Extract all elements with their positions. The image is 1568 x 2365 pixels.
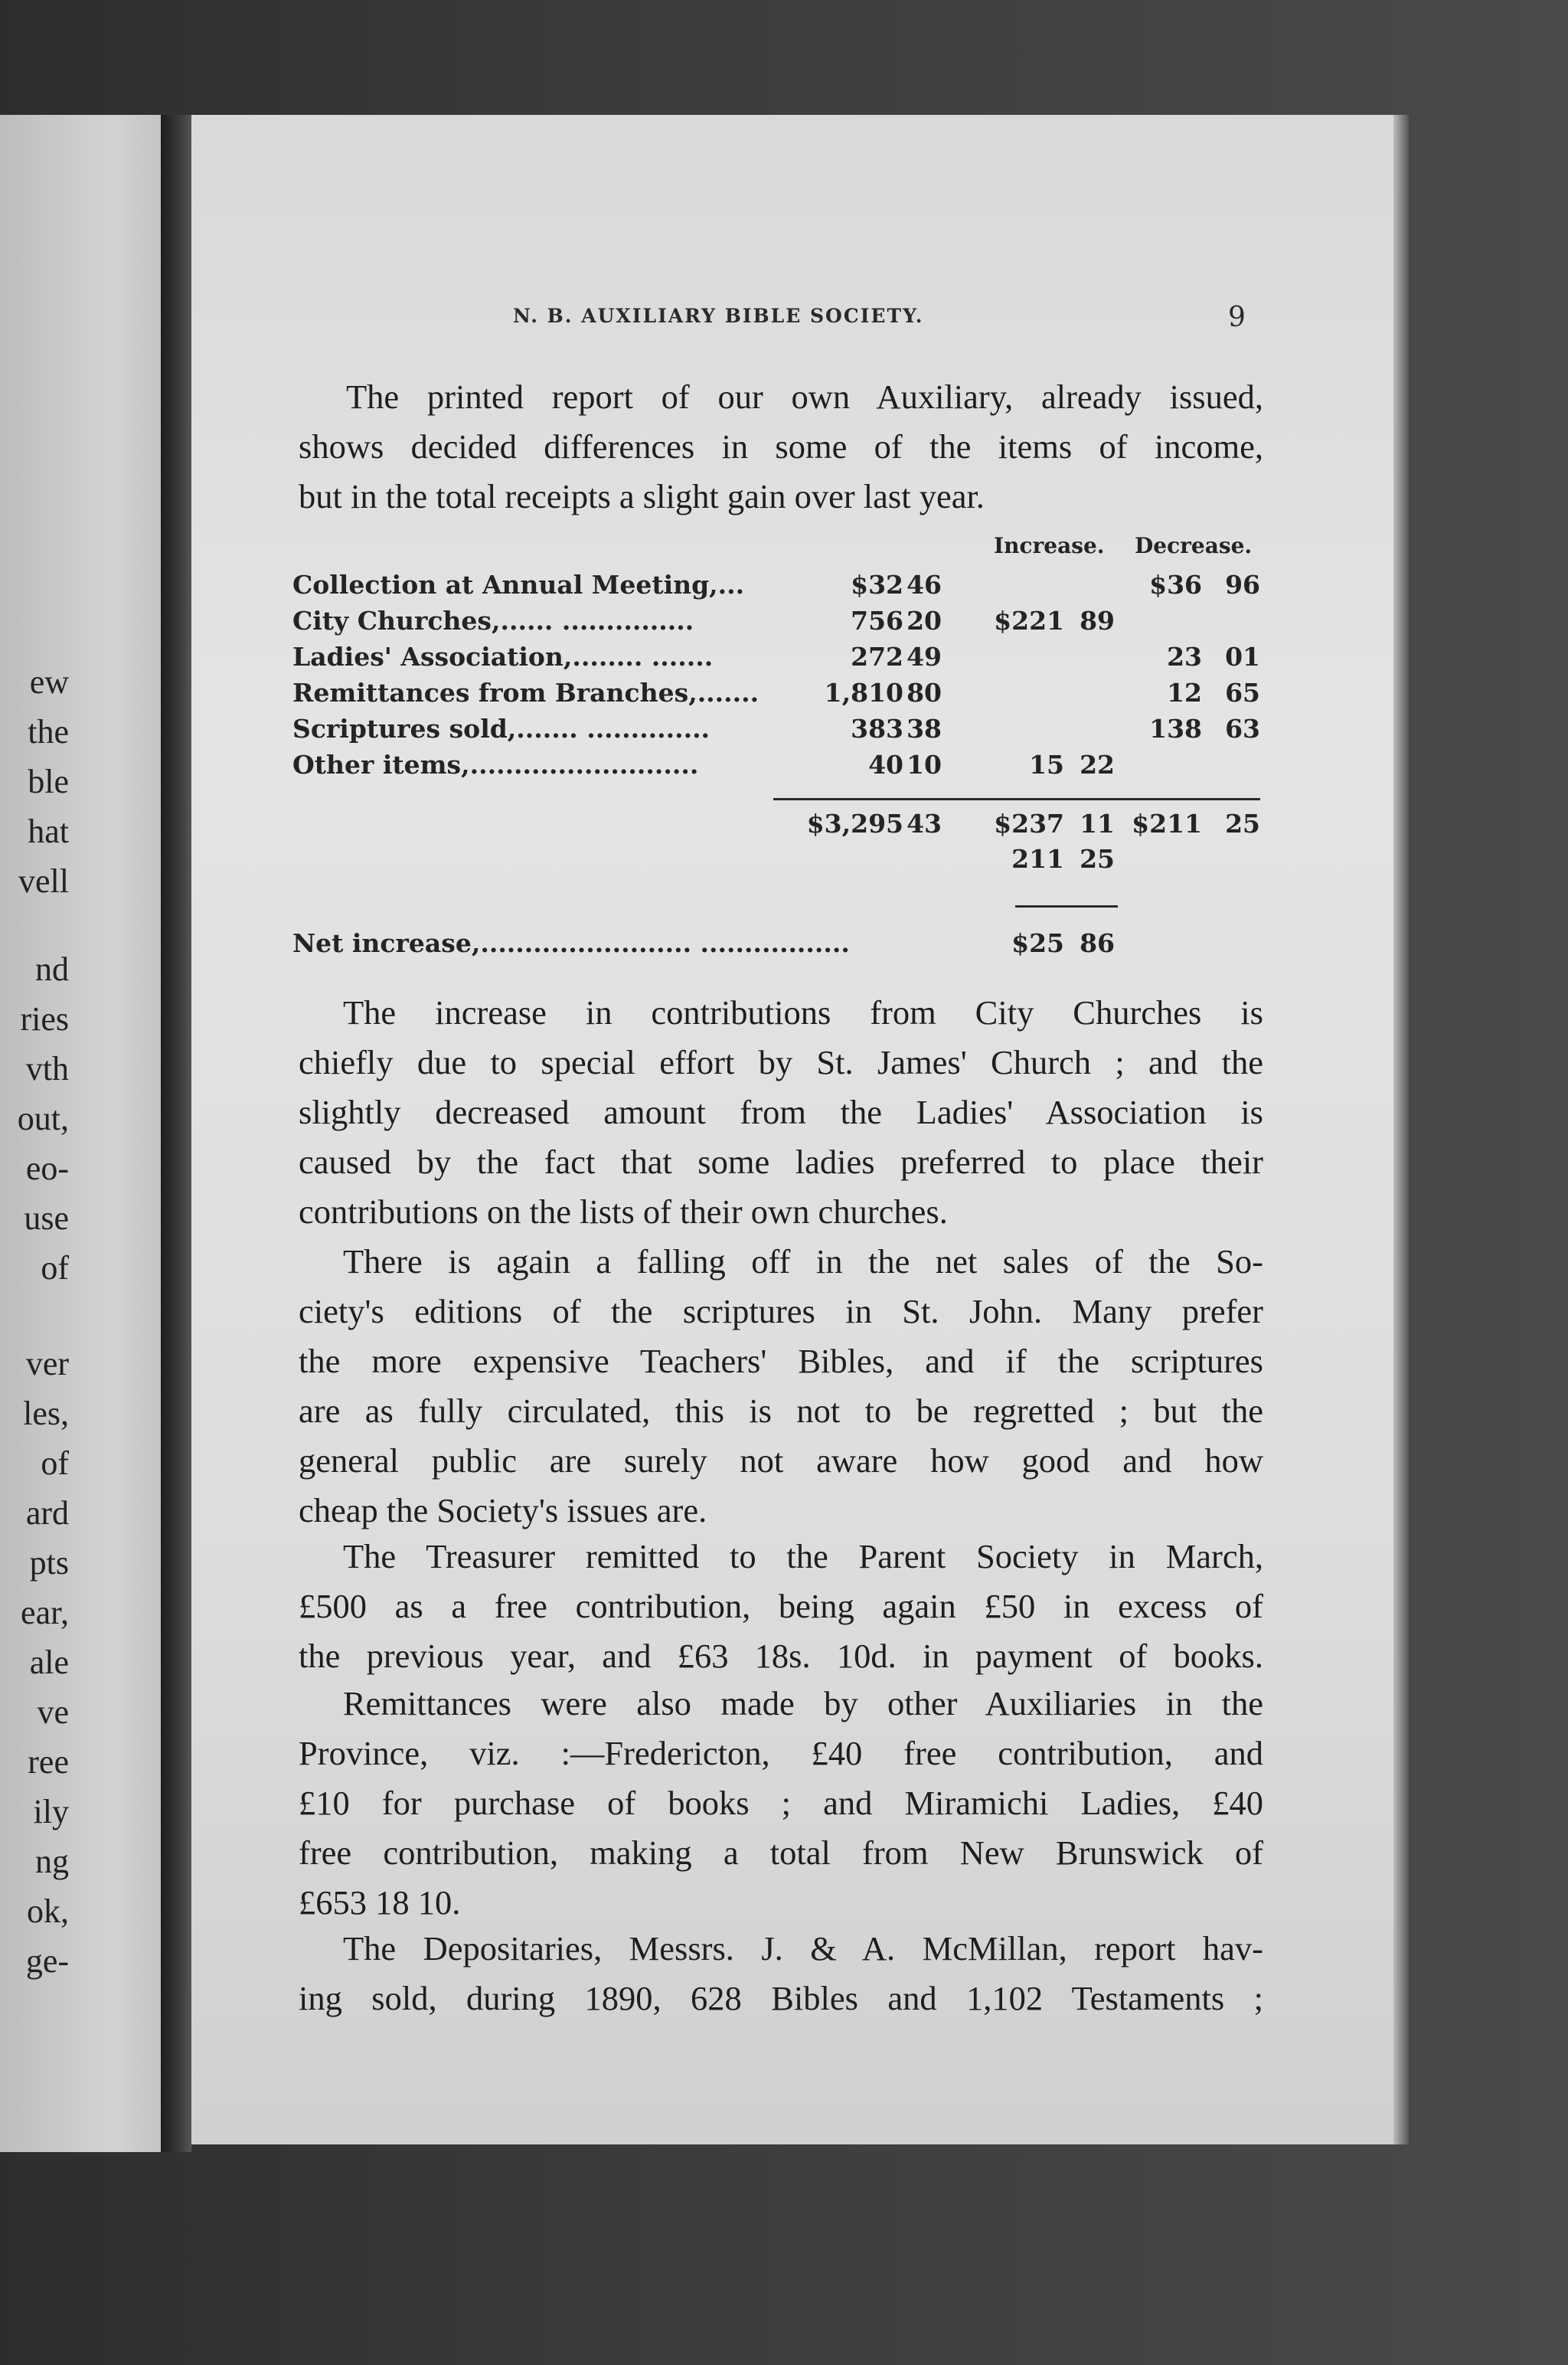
text-line: but in the total receipts a slight gain over last year. xyxy=(299,477,985,515)
left-fragment: ries xyxy=(20,1000,69,1038)
text-line: The Depositaries, Messrs. J. & A. McMillan, report hav- xyxy=(343,1929,1263,1968)
text-line: shows decided differences in some of the items of income, xyxy=(299,427,1263,466)
left-fragment: ok, xyxy=(27,1892,69,1930)
text-line: chiefly due to special effort by St. James' Church ; and the xyxy=(299,1043,1263,1081)
left-fragment: vell xyxy=(18,862,69,900)
amount-cents: 49 xyxy=(906,642,942,672)
amount-dollars: 40 xyxy=(868,750,903,780)
left-fragment: the xyxy=(28,713,69,751)
decrease-dollars: 138 xyxy=(1149,714,1202,744)
left-fragment: ge- xyxy=(25,1942,69,1980)
table-row-label: City Churches,...... ............... xyxy=(292,606,694,636)
text-line: The Treasurer remitted to the Parent Society in March, xyxy=(343,1537,1263,1575)
table-row-label: Remittances from Branches,....... xyxy=(292,678,760,708)
text-line: free contribution, making a total from New Brunswick of xyxy=(299,1833,1263,1872)
column-header-increase: Increase. xyxy=(994,533,1105,558)
left-fragment: pts xyxy=(29,1544,69,1582)
amount-cents: 46 xyxy=(906,570,942,600)
decrease-cents: 96 xyxy=(1225,570,1260,600)
total-decrease-cents: 25 xyxy=(1225,809,1260,839)
paragraph-sales xyxy=(299,1237,1263,1536)
amount-dollars: 756 xyxy=(851,606,903,636)
text-line: £653 18 10. xyxy=(299,1883,461,1922)
amount-dollars: 383 xyxy=(851,714,903,744)
table-row-label: Collection at Annual Meeting,... xyxy=(292,570,745,600)
net-increase-label: Net increase,........................ ................. xyxy=(292,928,850,958)
text-line: Remittances were also made by other Auxiliaries in the xyxy=(343,1684,1263,1722)
subtract-dollars: 211 xyxy=(1011,844,1064,874)
text-line: The printed report of our own Auxiliary, already issued, xyxy=(346,378,1263,416)
amount-cents: 80 xyxy=(906,678,942,708)
left-fragment: nd xyxy=(35,950,69,988)
left-fragment: out, xyxy=(17,1100,69,1137)
increase-dollars: $221 xyxy=(994,606,1064,636)
subtract-cents: 25 xyxy=(1080,844,1115,874)
left-fragment: ree xyxy=(28,1743,69,1781)
net-increase-dollars: $25 xyxy=(1011,928,1064,958)
decrease-cents: 65 xyxy=(1225,678,1260,708)
amount-cents: 20 xyxy=(906,606,942,636)
text-line: ing sold, during 1890, 628 Bibles and 1,102 Testaments ; xyxy=(299,1979,1263,2017)
left-fragment: of xyxy=(41,1249,69,1287)
increase-cents: 22 xyxy=(1080,750,1115,780)
left-fragment: ily xyxy=(33,1793,69,1830)
page-edge-shadow xyxy=(1393,115,1409,2144)
amount-dollars: 272 xyxy=(851,642,903,672)
paragraph-remittances xyxy=(299,1679,1263,1928)
increase-dollars: 15 xyxy=(1029,750,1064,780)
amount-dollars: 1,810 xyxy=(824,678,903,708)
text-line: £500 as a free contribution, being again £50 in excess of xyxy=(299,1587,1263,1625)
left-fragment: ver xyxy=(25,1345,69,1382)
total-dollars: $3,295 xyxy=(806,809,903,839)
text-line: contributions on the lists of their own churches. xyxy=(299,1192,948,1231)
page-number: 9 xyxy=(1228,302,1246,333)
table-row-label: Other items,.......................... xyxy=(292,750,699,780)
total-increase-dollars: $237 xyxy=(994,809,1064,839)
intro-paragraph xyxy=(299,372,1263,522)
text-line: the more expensive Teachers' Bibles, and if the scriptures xyxy=(299,1342,1263,1380)
left-fragment: of xyxy=(41,1444,69,1482)
book-spine-gutter xyxy=(161,115,191,2152)
decrease-cents: 01 xyxy=(1225,642,1260,672)
amount-cents: 38 xyxy=(906,714,942,744)
left-fragment: eo- xyxy=(25,1150,69,1187)
paragraph-city-churches xyxy=(299,988,1263,1237)
text-line: cheap the Society's issues are. xyxy=(299,1491,707,1529)
text-line: Province, viz. :—Fredericton, £40 free contribution, and xyxy=(299,1734,1263,1772)
total-decrease-dollars: $211 xyxy=(1132,809,1202,839)
left-fragment: ble xyxy=(28,763,69,800)
decrease-cents: 63 xyxy=(1225,714,1260,744)
left-fragment: use xyxy=(24,1199,69,1237)
text-line: slightly decreased amount from the Ladies' Association is xyxy=(299,1093,1263,1131)
decrease-dollars: 23 xyxy=(1167,642,1202,672)
left-fragment: les, xyxy=(23,1395,69,1432)
text-line: ciety's editions of the scriptures in St. John. Many prefer xyxy=(299,1292,1263,1330)
net-increase-cents: 86 xyxy=(1080,928,1115,958)
left-fragment: ew xyxy=(29,663,69,701)
paragraph-depositaries xyxy=(299,1924,1263,2023)
left-fragment: vth xyxy=(25,1050,69,1088)
total-cents: 43 xyxy=(906,809,942,839)
increase-cents: 89 xyxy=(1080,606,1115,636)
paragraph-treasurer xyxy=(299,1532,1263,1681)
column-header-decrease: Decrease. xyxy=(1135,533,1253,558)
decrease-dollars: $36 xyxy=(1149,570,1202,600)
adjacent-page-left xyxy=(0,115,161,2152)
table-row-label: Scriptures sold,....... .............. xyxy=(292,714,710,744)
left-fragment: hat xyxy=(28,813,69,850)
total-increase-cents: 11 xyxy=(1080,809,1115,839)
decrease-dollars: 12 xyxy=(1167,678,1202,708)
text-line: The increase in contributions from City Churches is xyxy=(343,993,1263,1032)
left-fragment: ve xyxy=(37,1693,69,1731)
table-row-label: Ladies' Association,........ ....... xyxy=(292,642,714,672)
left-fragment: ng xyxy=(35,1843,69,1880)
amount-cents: 10 xyxy=(906,750,942,780)
totals-rule xyxy=(773,798,1260,800)
text-line: the previous year, and £63 18s. 10d. in payment of books. xyxy=(299,1637,1263,1675)
text-line: caused by the fact that some ladies preferred to place their xyxy=(299,1143,1263,1181)
running-title: N. B. AUXILIARY BIBLE SOCIETY. xyxy=(513,305,924,327)
left-fragment: ale xyxy=(29,1644,69,1681)
left-fragment: ear, xyxy=(21,1594,69,1631)
text-line: general public are surely not aware how good and how xyxy=(299,1441,1263,1480)
text-line: £10 for purchase of books ; and Miramichi Ladies, £40 xyxy=(299,1784,1263,1822)
net-rule xyxy=(1015,905,1118,908)
text-line: are as fully circulated, this is not to be regretted ; but the xyxy=(299,1392,1263,1430)
amount-dollars: $32 xyxy=(851,570,903,600)
left-fragment: ard xyxy=(25,1494,69,1532)
text-line: There is again a falling off in the net sales of the So- xyxy=(343,1242,1263,1281)
